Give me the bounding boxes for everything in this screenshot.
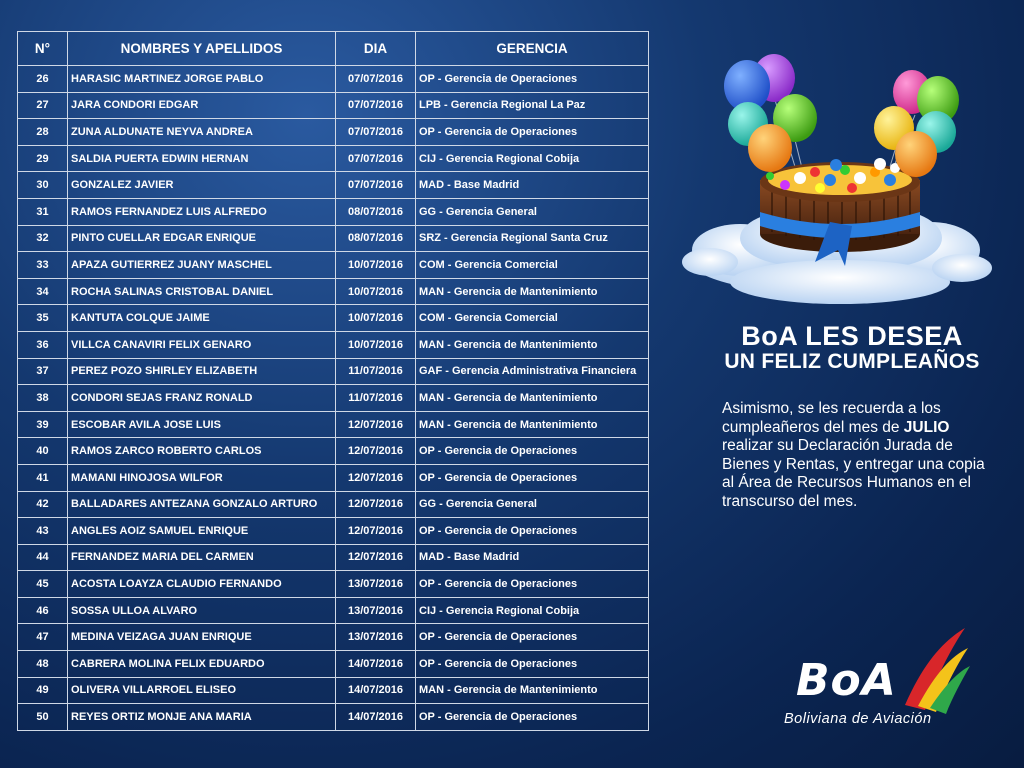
cell-department: OP - Gerencia de Operaciones [416,438,649,465]
table-row [18,518,649,545]
cell-day: 12/07/2016 [336,544,416,571]
cell-name: CONDORI SEJAS FRANZ RONALD [68,385,336,412]
logo-name: BoA [796,655,897,706]
cell-name: MAMANI HINOJOSA WILFOR [68,464,336,491]
message-month: JULIO [903,418,950,436]
cell-department: SRZ - Gerencia Regional Santa Cruz [416,225,649,252]
cell-department: LPB - Gerencia Regional La Paz [416,92,649,119]
cell-name: JARA CONDORI EDGAR [68,92,336,119]
cell-number: 42 [18,491,68,518]
cell-department: MAN - Gerencia de Mantenimiento [416,411,649,438]
logo-subtitle: Boliviana de Aviación [784,711,932,727]
table-row [18,624,649,651]
cell-number: 28 [18,119,68,146]
table-row [18,651,649,678]
balloons-icon [724,54,959,177]
cell-name: OLIVERA VILLARROEL ELISEO [68,677,336,704]
message-text-after: realizar su Declaración Jurada de Bienes y Rentas, y entregar una copia al Área de Recursos Humanos en el transcurso del mes. [722,437,985,510]
table-row [18,119,649,146]
table-row [18,358,649,385]
cell-number: 50 [18,704,68,731]
boa-logo-icon [905,628,970,714]
cell-day: 07/07/2016 [336,92,416,119]
cell-name: SOSSA ULLOA ALVARO [68,597,336,624]
cell-day: 08/07/2016 [336,198,416,225]
cell-day: 14/07/2016 [336,704,416,731]
cell-name: RAMOS ZARCO ROBERTO CARLOS [68,438,336,465]
table-row [18,704,649,731]
cell-department: MAN - Gerencia de Mantenimiento [416,677,649,704]
cell-name: CABRERA MOLINA FELIX EDUARDO [68,651,336,678]
cell-department: OP - Gerencia de Operaciones [416,624,649,651]
cell-department: OP - Gerencia de Operaciones [416,464,649,491]
cell-day: 12/07/2016 [336,411,416,438]
cell-number: 32 [18,225,68,252]
cell-number: 26 [18,66,68,93]
greeting-line-2: UN FELIZ CUMPLEAÑOS [724,349,980,373]
cell-name: FERNANDEZ MARIA DEL CARMEN [68,544,336,571]
cell-name: KANTUTA COLQUE JAIME [68,305,336,332]
cell-department: COM - Gerencia Comercial [416,305,649,332]
cell-department: GG - Gerencia General [416,198,649,225]
cell-day: 12/07/2016 [336,438,416,465]
cell-day: 10/07/2016 [336,331,416,358]
birthday-table [17,31,649,731]
table-header-row [18,32,649,66]
cell-number: 43 [18,518,68,545]
table-row [18,172,649,199]
table-body [18,66,649,731]
cell-number: 45 [18,571,68,598]
cell-number: 49 [18,677,68,704]
cell-name: HARASIC MARTINEZ JORGE PABLO [68,66,336,93]
cell-day: 12/07/2016 [336,464,416,491]
table-row [18,305,649,332]
cell-day: 14/07/2016 [336,651,416,678]
birthday-greeting [722,323,982,372]
table-row [18,571,649,598]
table-row [18,438,649,465]
cell-day: 07/07/2016 [336,119,416,146]
cell-day: 13/07/2016 [336,597,416,624]
cell-day: 10/07/2016 [336,305,416,332]
table-row [18,464,649,491]
table-row [18,252,649,279]
cell-number: 48 [18,651,68,678]
cell-name: ACOSTA LOAYZA CLAUDIO FERNANDO [68,571,336,598]
table-row [18,331,649,358]
table-row [18,92,649,119]
cell-day: 13/07/2016 [336,624,416,651]
cell-department: MAD - Base Madrid [416,544,649,571]
cell-name: ZUNA ALDUNATE NEYVA ANDREA [68,119,336,146]
cell-department: MAN - Gerencia de Mantenimiento [416,385,649,412]
birthday-table-container [17,31,648,731]
cell-day: 12/07/2016 [336,518,416,545]
cell-name: ROCHA SALINAS CRISTOBAL DANIEL [68,278,336,305]
cell-number: 39 [18,411,68,438]
cell-day: 11/07/2016 [336,385,416,412]
cell-department: OP - Gerencia de Operaciones [416,651,649,678]
cell-number: 36 [18,331,68,358]
cell-name: MEDINA VEIZAGA JUAN ENRIQUE [68,624,336,651]
cell-number: 34 [18,278,68,305]
table-row [18,411,649,438]
header-number: N° [18,32,68,66]
table-row [18,677,649,704]
cell-number: 38 [18,385,68,412]
header-day: DIA [336,32,416,66]
cell-number: 47 [18,624,68,651]
cell-day: 07/07/2016 [336,172,416,199]
cell-day: 10/07/2016 [336,278,416,305]
table-row [18,145,649,172]
cell-name: BALLADARES ANTEZANA GONZALO ARTURO [68,491,336,518]
header-department: GERENCIA [416,32,649,66]
cell-department: CIJ - Gerencia Regional Cobija [416,145,649,172]
cell-department: MAN - Gerencia de Mantenimiento [416,278,649,305]
cell-number: 46 [18,597,68,624]
cell-day: 10/07/2016 [336,252,416,279]
cell-day: 12/07/2016 [336,491,416,518]
table-row [18,385,649,412]
cell-name: ANGLES AOIZ SAMUEL ENRIQUE [68,518,336,545]
cell-department: OP - Gerencia de Operaciones [416,518,649,545]
cell-day: 07/07/2016 [336,145,416,172]
cell-department: MAD - Base Madrid [416,172,649,199]
cell-name: GONZALEZ JAVIER [68,172,336,199]
cell-number: 41 [18,464,68,491]
cell-name: SALDIA PUERTA EDWIN HERNAN [68,145,336,172]
message-text-before: Asimismo, se les recuerda a los cumpleañeros del mes de [722,400,941,436]
greeting-line-1: BoA LES DESEA [741,321,963,351]
table-row [18,278,649,305]
table-row [18,225,649,252]
cell-department: OP - Gerencia de Operaciones [416,571,649,598]
cell-day: 07/07/2016 [336,66,416,93]
cell-number: 27 [18,92,68,119]
header-name: NOMBRES Y APELLIDOS [68,32,336,66]
cell-number: 35 [18,305,68,332]
cell-name: PINTO CUELLAR EDGAR ENRIQUE [68,225,336,252]
cell-department: OP - Gerencia de Operaciones [416,119,649,146]
cell-department: OP - Gerencia de Operaciones [416,704,649,731]
cell-department: COM - Gerencia Comercial [416,252,649,279]
cell-number: 44 [18,544,68,571]
reminder-message [722,400,992,511]
cell-day: 13/07/2016 [336,571,416,598]
cell-department: OP - Gerencia de Operaciones [416,66,649,93]
cell-number: 29 [18,145,68,172]
cell-name: REYES ORTIZ MONJE ANA MARIA [68,704,336,731]
cell-department: CIJ - Gerencia Regional Cobija [416,597,649,624]
cell-name: ESCOBAR AVILA JOSE LUIS [68,411,336,438]
birthday-illustration [660,0,1024,768]
cell-department: GAF - Gerencia Administrativa Financiera [416,358,649,385]
table-row [18,597,649,624]
table-row [18,491,649,518]
cell-day: 08/07/2016 [336,225,416,252]
cell-name: PEREZ POZO SHIRLEY ELIZABETH [68,358,336,385]
cell-number: 40 [18,438,68,465]
cell-number: 33 [18,252,68,279]
cell-department: GG - Gerencia General [416,491,649,518]
cell-day: 11/07/2016 [336,358,416,385]
cell-name: VILLCA CANAVIRI FELIX GENARO [68,331,336,358]
table-row [18,544,649,571]
cell-name: APAZA GUTIERREZ JUANY MASCHEL [68,252,336,279]
cell-number: 37 [18,358,68,385]
cell-number: 31 [18,198,68,225]
cell-department: MAN - Gerencia de Mantenimiento [416,331,649,358]
cell-number: 30 [18,172,68,199]
table-row [18,198,649,225]
cell-day: 14/07/2016 [336,677,416,704]
table-row [18,66,649,93]
cell-name: RAMOS FERNANDEZ LUIS ALFREDO [68,198,336,225]
